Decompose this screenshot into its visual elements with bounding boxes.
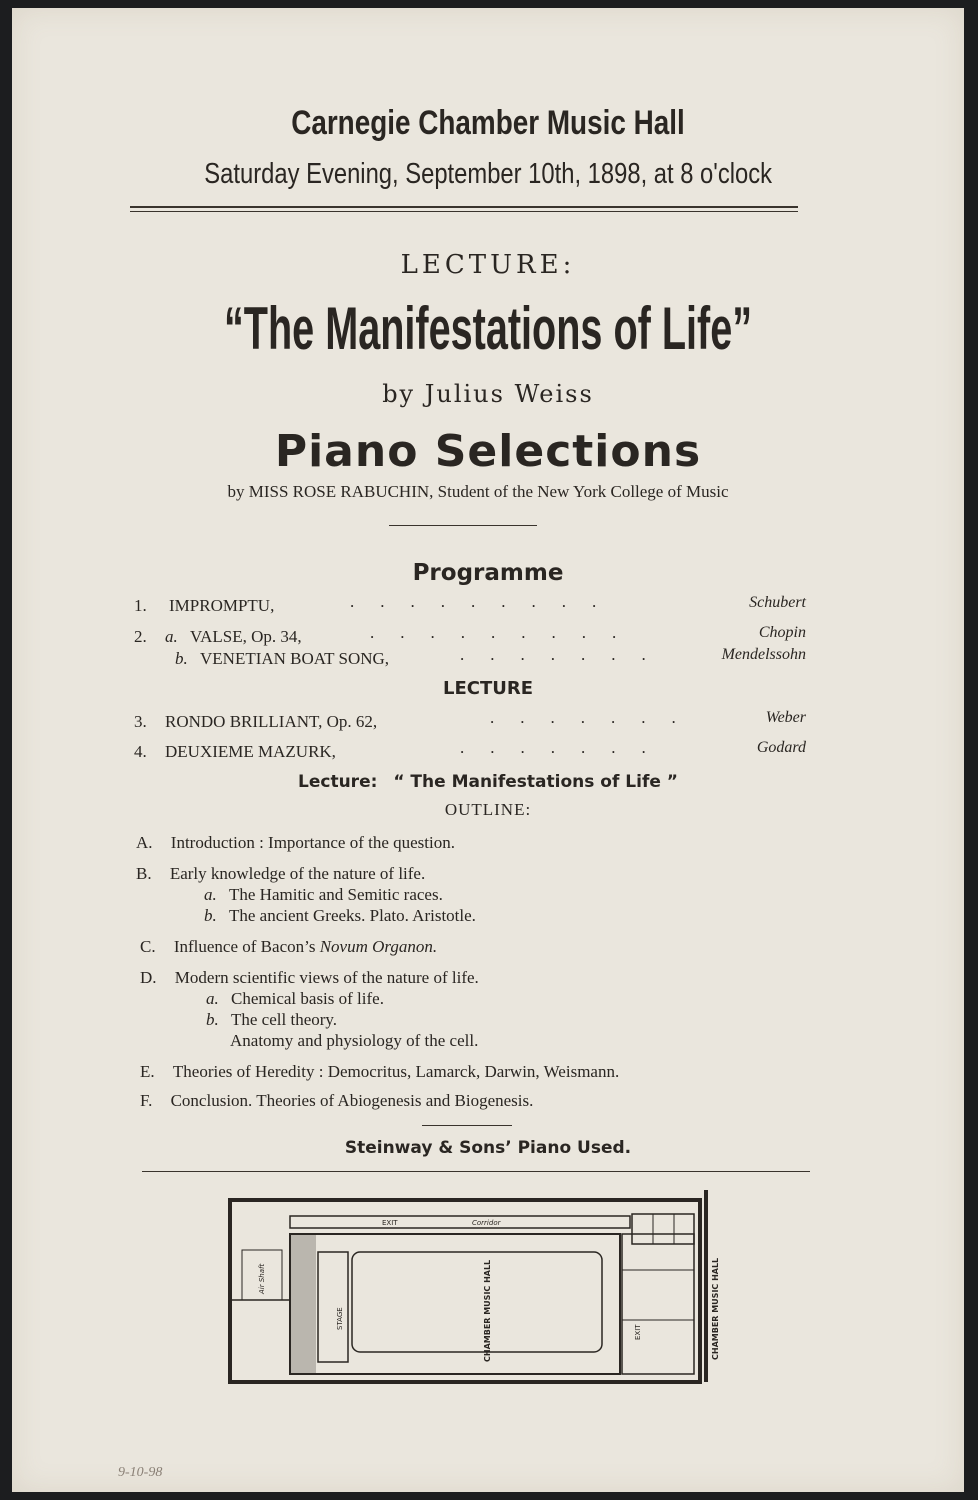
outline-subitem: Anatomy and physiology of the cell. — [230, 1031, 479, 1050]
leader-dots: ......... — [370, 623, 643, 642]
lecture-title: “The Manifestations of Life” — [223, 295, 753, 362]
outline-item-c: C. Influence of Bacon’s Novum Organon. — [140, 937, 438, 956]
outline-heading: OUTLINE: — [444, 800, 532, 819]
programme-item: b. VENETIAN BOAT SONG, — [175, 649, 390, 668]
composer: Weber — [765, 709, 806, 726]
plan-hall — [290, 1234, 620, 1374]
programme-heading: Programme — [412, 560, 564, 586]
event-date: Saturday Evening, September 10th, 1898, at 8 o'clock — [204, 158, 772, 190]
footer-rule — [142, 1171, 810, 1172]
plan-rooms — [632, 1214, 694, 1244]
composer: Chopin — [758, 624, 806, 641]
leader-dots: ....... — [460, 645, 672, 664]
short-divider — [422, 1125, 512, 1126]
plan-label-corridor: Corridor — [472, 1219, 501, 1227]
piano-heading: Piano Selections — [274, 426, 702, 477]
composer: Godard — [756, 739, 806, 756]
plan-label-air-shaft: Air Shaft — [258, 1263, 266, 1294]
double-rule-bottom — [130, 211, 798, 212]
handwritten-date: 9-10-98 — [118, 1465, 163, 1480]
plan-label-stage: STAGE — [336, 1307, 344, 1330]
outline-item-d: D. Modern scientific views of the nature of life. — [140, 968, 479, 987]
plan-label-exit: EXIT — [382, 1219, 398, 1227]
outline-subitem: a. Chemical basis of life. — [206, 989, 384, 1008]
outline-subitem: b. The ancient Greeks. Plato. Aristotle. — [204, 906, 476, 925]
composer: Mendelssohn — [721, 646, 806, 663]
short-divider — [389, 525, 537, 526]
plan-seating — [352, 1252, 602, 1352]
plan-stage — [318, 1252, 348, 1362]
plan-lobby — [622, 1234, 694, 1374]
leader-dots: ....... — [460, 738, 672, 757]
outline-item-b: B. Early knowledge of the nature of life. — [136, 864, 426, 883]
outline-subitem: a. The Hamitic and Semitic races. — [204, 885, 443, 904]
outline-item-e: E. Theories of Heredity : Democritus, Lamarck, Darwin, Weismann. — [140, 1062, 620, 1081]
leader-dots: ....... — [490, 708, 702, 727]
outline-item-f: F. Conclusion. Theories of Abiogenesis and Biogenesis. — [140, 1091, 534, 1110]
plan-label-exit-right: EXIT — [634, 1324, 642, 1340]
outline-item-a: A. Introduction : Importance of the question. — [136, 833, 455, 852]
programme-item: 1. IMPROMPTU, — [134, 596, 275, 615]
programme-item: 4. DEUXIEME MAZURK, — [134, 742, 336, 761]
double-rule-top — [130, 206, 798, 208]
lecture-label: LECTURE: — [400, 250, 576, 280]
plan-corridor — [290, 1216, 630, 1228]
outline-subitem: b. The cell theory. — [206, 1010, 338, 1029]
plan-label-hall: CHAMBER MUSIC HALL — [483, 1259, 492, 1362]
lecture-marker: LECTURE — [442, 678, 534, 699]
composer: Schubert — [749, 594, 806, 611]
programme-sheet — [12, 8, 964, 1492]
lecturer-credit: by Julius Weiss — [382, 380, 594, 408]
pianist-credit: by MISS ROSE RABUCHIN, Student of the New York College of Music — [227, 482, 729, 501]
plan-label-hall-side: CHAMBER MUSIC HALL — [711, 1257, 720, 1360]
hall-title: Carnegie Chamber Music Hall — [291, 104, 685, 142]
programme-item: 2. a. VALSE, Op. 34, — [134, 627, 302, 646]
programme-item: 3. RONDO BRILLIANT, Op. 62, — [134, 712, 378, 731]
floor-plan — [222, 1190, 722, 1390]
piano-note: Steinway & Sons’ Piano Used. — [344, 1138, 632, 1158]
lecture-outline-heading: Lecture: “ The Manifestations of Life ” — [298, 772, 678, 792]
leader-dots: ......... — [350, 592, 623, 611]
